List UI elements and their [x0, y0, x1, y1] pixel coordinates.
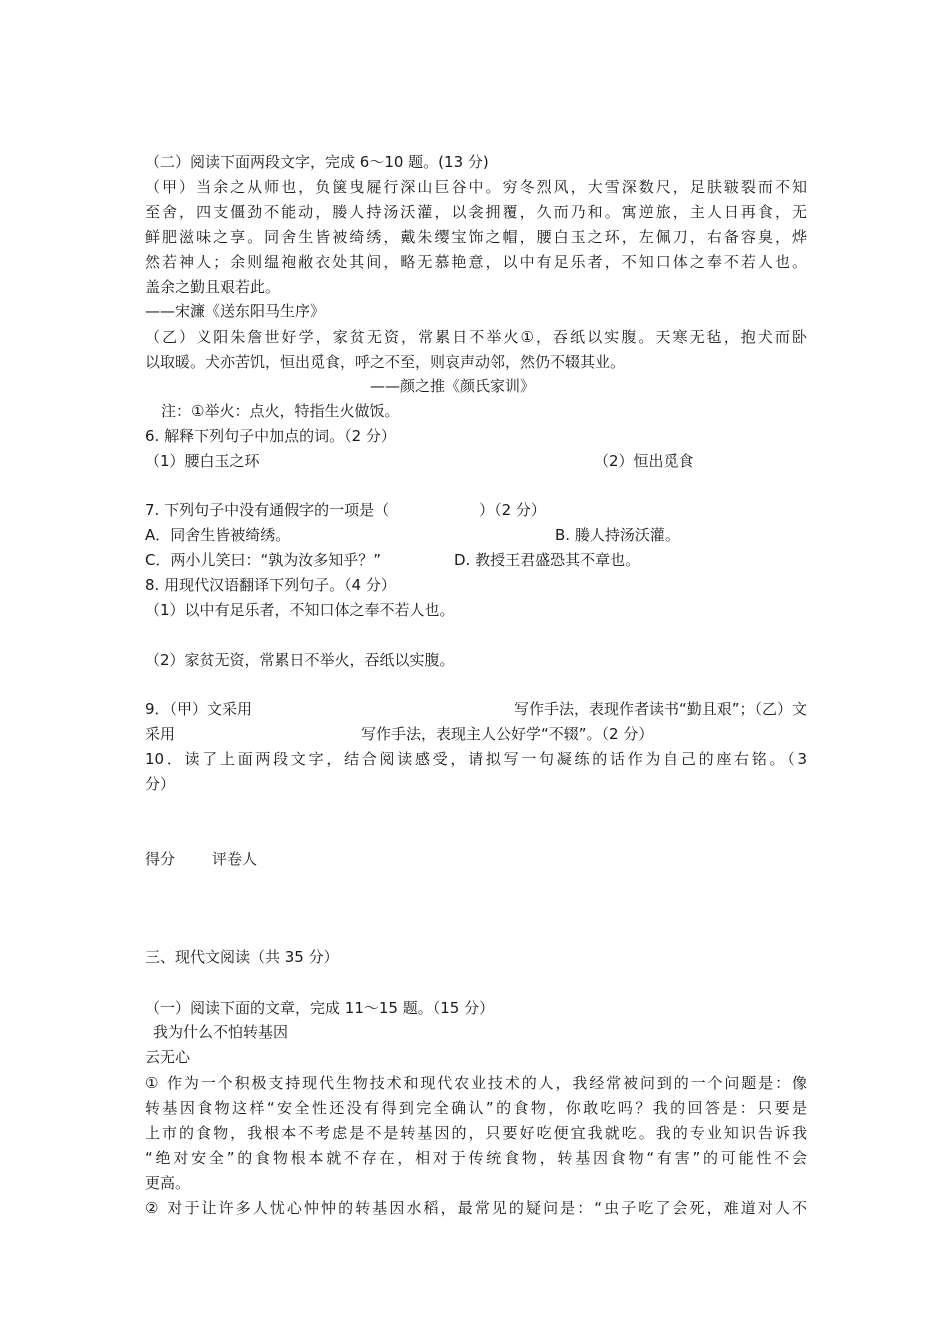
question-9-part: 写作手法，表现主人公好学“不辍”。（2 分）: [361, 725, 654, 743]
score-label: 得分: [145, 850, 176, 868]
passage-jia-line: 盖余之勤且艰若此。: [145, 278, 281, 296]
question-7: 7. 下列句子中没有通假字的一项是（ ）（2 分）: [145, 501, 546, 519]
article-paragraph-line: ① 作为一个积极支持现代生物技术和现代农业技术的人，我经常被问到的一个问题是：像: [145, 1074, 807, 1092]
question-7-option-c: C．两小儿笑曰：“孰为汝多知乎？”: [145, 551, 382, 569]
article-title: 我为什么不怕转基因: [153, 1023, 289, 1041]
question-8-item-1: （1）以中有足乐者，不知口体之奉不若人也。: [145, 601, 455, 619]
question-6-item-1: （1）腰白玉之环: [145, 452, 260, 470]
article-author: 云无心: [145, 1048, 191, 1066]
article-paragraph-line: “绝对安全”的食物根本就不存在，相对于传统食物，转基因食物“有害”的可能性不会: [145, 1149, 807, 1167]
passage-jia-line: 至舍，四支僵劲不能动，媵人持汤沃灌，以衾拥覆，久而乃和。寓逆旅，主人日再食，无: [145, 203, 807, 221]
section-2-heading: （二）阅读下面两段文字，完成 6～10 题。(13 分): [145, 153, 489, 171]
question-8: 8. 用现代汉语翻译下列句子。（4 分）: [145, 576, 396, 594]
passage-jia-line: 鲜肥滋味之享。同舍生皆被绮绣，戴朱缨宝饰之帽，腰白玉之环，左佩刀，右备容臭，烨: [145, 228, 807, 246]
passage-yi-source: ——颜之推《颜氏家训》: [370, 377, 536, 395]
question-6: 6. 解释下列句子中加点的词。（2 分）: [145, 427, 396, 445]
question-6-item-2: （2）恒出觅食: [594, 452, 694, 470]
article-paragraph-line: 转基因食物这样“安全性还没有得到完全确认”的食物，你敢吃吗？我的回答是：只要是: [145, 1099, 807, 1117]
article-paragraph-line: ② 对于让许多人忧心忡忡的转基因水稻，最常见的疑问是：“虫子吃了会死，难道对人不: [145, 1199, 807, 1217]
passage-jia-line: （甲）当余之从师也，负箧曳屣行深山巨谷中。穷冬烈风，大雪深数尺，足肤皲裂而不知: [145, 178, 807, 196]
passage-jia-source: ——宋濂《送东阳马生序》: [145, 302, 326, 320]
question-10-cont: 分）: [145, 775, 176, 793]
question-7-option-d: D. 教授王君盛恐其不章也。: [454, 551, 641, 569]
question-9-part: 9．（甲）文采用: [145, 700, 253, 718]
section-3-heading: 三、现代文阅读（共 35 分）: [145, 948, 339, 966]
passage-yi-line: （乙）义阳朱詹世好学，家贫无资，常累日不举火①，吞纸以实腹。天寒无毡，抱犬而卧: [145, 328, 807, 346]
question-7-option-a: A．同舍生皆被绮绣。: [145, 526, 291, 544]
grader-label: 评卷人: [212, 850, 258, 868]
question-8-item-2: （2）家贫无资，常累日不举火，吞纸以实腹。: [145, 651, 455, 669]
question-10: 10．读了上面两段文字，结合阅读感受，请拟写一句凝练的话作为自己的座右铭。（3: [145, 750, 807, 768]
question-7-option-b: B. 媵人持汤沃灌。: [555, 526, 680, 544]
passage-jia-line: 然若神人；余则缊袍敝衣处其间，略无慕艳意，以中有足乐者，不知口体之奉不若人也。: [145, 253, 807, 271]
question-9-part: 写作手法，表现作者读书“勤且艰”；（乙）文: [513, 700, 807, 718]
article-paragraph-line: 上市的食物，我根本不考虑是不是转基因的，只要好吃便宜我就吃。我的专业知识告诉我: [145, 1124, 807, 1142]
footnote: 注：①举火：点火，特指生火做饭。: [161, 402, 400, 420]
article-paragraph-line: 更高。: [145, 1174, 191, 1192]
passage-yi-line: 以取暖。犬亦苦饥，恒出觅食，呼之不至，则哀声动邻，然仍不辍其业。: [145, 353, 626, 371]
section-3-sub-heading: （一）阅读下面的文章，完成 11～15 题。（15 分）: [145, 999, 495, 1017]
question-9-part: 采用: [145, 725, 176, 743]
